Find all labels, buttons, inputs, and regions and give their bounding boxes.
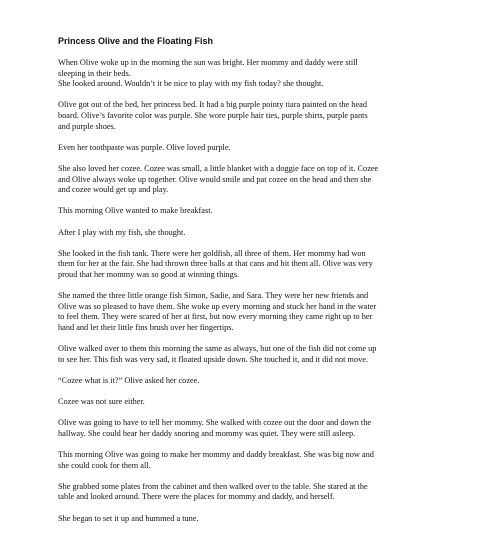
paragraph — [58, 100, 442, 132]
text-line: and cozee would get up and play. — [58, 185, 169, 195]
paragraph — [58, 418, 442, 439]
document-page — [58, 36, 442, 535]
text-line: and Olive always woke up together. Olive would smile and pat cozee on the head and then she — [58, 174, 372, 184]
paragraph — [58, 482, 442, 503]
paragraph — [58, 206, 442, 217]
text-line: She began to set it up and hummed a tune. — [58, 513, 199, 523]
document-title: Princess Olive and the Floating Fish — [58, 36, 214, 46]
text-line: she could cook for them all. — [58, 460, 151, 470]
text-line: After I play with my fish, she thought. — [58, 227, 186, 237]
text-line: sleeping in their beds. — [58, 68, 131, 78]
text-line: proud that her mommy was so good at winning things. — [58, 269, 240, 279]
text-line: to see her. This fish was very sad, it floated upside down. She touched it, and it did not move. — [58, 354, 369, 364]
paragraph — [58, 249, 442, 281]
text-line: Olive was going to have to tell her mommy. She walked with cozee out the door and down the — [58, 418, 372, 428]
text-line: Cozee was not sure either. — [58, 397, 145, 406]
text-line: This morning Olive wanted to make breakfast. — [58, 206, 213, 216]
text-line: and purple shoes. — [58, 121, 116, 131]
paragraph — [58, 291, 442, 333]
paragraph — [58, 228, 442, 239]
text-line: Olive got out of the bed, her princess bed. It had a big purple pointy tiara painted on the head — [58, 100, 367, 110]
text-line: She looked in the fish tank. There were her goldfish, all three of them. Her mommy had won — [58, 248, 366, 258]
text-line: She looked around. Wouldn’t it be nice to play with my fish today? she thought. — [58, 79, 324, 89]
text-line: board. Olive’s favorite color was purple. She wore purple hair ties, purple shirts, purple pants — [58, 110, 368, 120]
paragraph — [58, 344, 442, 365]
text-line: She grabbed some plates from the cabinet and then walked over to the table. She stared at the — [58, 481, 368, 491]
text-line: Olive was so pleased to have them. She woke up every morning and stuck her hand in the water — [58, 301, 377, 311]
paragraph — [58, 397, 442, 408]
text-line: them for her at the fair. She had thrown three balls at that cans and hit them all. Olive was very — [58, 259, 373, 269]
text-line: When Olive woke up in the morning the sun was bright. Her mommy and daddy were still — [58, 58, 358, 67]
text-line: Even her toothpaste was purple. Olive loved purple. — [58, 142, 231, 152]
text-line: She named the three little orange fish Simon, Sadie, and Sara. They were her new friends and — [58, 291, 369, 301]
text-line: “Cozee what is it?” Olive asked her cozee. — [58, 375, 200, 385]
text-line: She also loved her cozee. Cozee was small, a little blanket with a doggie face on top of it. Cozee — [58, 163, 379, 173]
paragraph — [58, 376, 442, 387]
paragraph — [58, 450, 442, 471]
text-line: Olive walked over to them this morning the same as always, but one of the fish did not come up — [58, 344, 377, 354]
text-line: to feel them. They were scared of her at first, but now every morning they came right up to her — [58, 312, 373, 322]
document-body — [58, 58, 442, 524]
paragraph — [58, 58, 442, 90]
text-line: hallway. She could hear her daddy snoring and mommy was quiet. They were still asleep. — [58, 428, 356, 438]
paragraph — [58, 514, 442, 525]
paragraph — [58, 143, 442, 154]
text-line: hand and let their little fins brush over her fingertips. — [58, 322, 234, 332]
text-line: This morning Olive was going to make her mommy and daddy breakfast. She was big now and — [58, 449, 374, 459]
paragraph — [58, 164, 442, 196]
text-line: table and looked around. There were the places for mommy and daddy, and herself. — [58, 492, 335, 502]
